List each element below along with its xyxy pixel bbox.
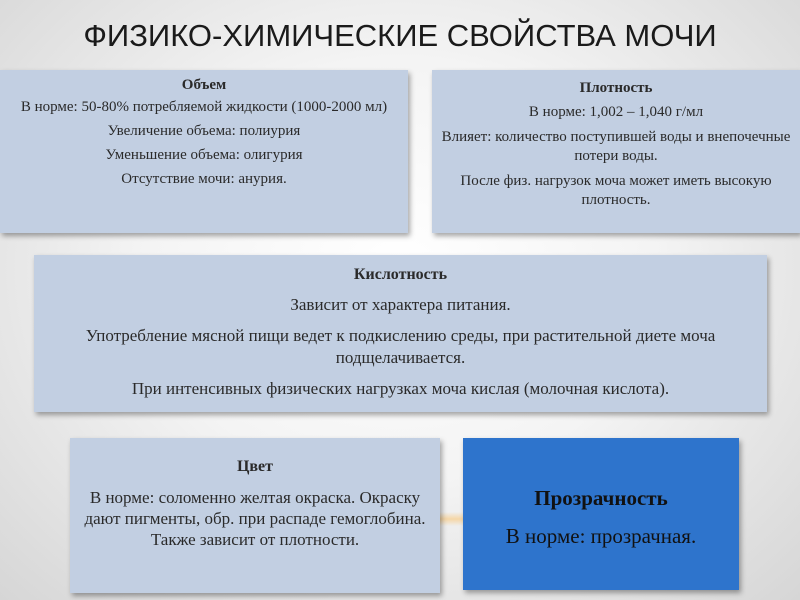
clarity-box [463,438,739,590]
density-box [432,70,800,233]
acidity-line-food: Употребление мясной пищи ведет к подкислению среды, при растительной диете моча подщелачивается. [85,326,716,367]
volume-box [0,70,408,233]
acidity-heading: Кислотность [353,266,448,283]
color-text: В норме: соломенно желтая окраска. Окраску дают пигменты, обр. при распаде гемоглобина. Также зависит от плотности. [84,488,426,549]
volume-line-decrease: Уменьшение объема: олигурия [105,147,303,163]
volume-line-absence: Отсутствие мочи: анурия. [121,171,287,187]
acidity-line-exercise: При интенсивных физических нагрузках моча кислая (молочная кислота). [131,379,670,398]
volume-line-increase: Увеличение объема: полиурия [107,123,301,139]
acidity-line-diet: Зависит от характера питания. [290,295,511,314]
color-heading: Цвет [236,458,274,475]
volume-heading: Объем [181,77,227,93]
color-box [70,438,440,593]
volume-line-norm: В норме: 50-80% потребляемой жидкости (1000-2000 мл) [20,99,388,115]
density-heading: Плотность [579,80,653,96]
clarity-heading: Прозрачность [534,486,668,510]
density-line-exercise: После физ. нагрузок моча может иметь высокую плотность. [460,173,772,208]
density-line-norm: В норме: 1,002 – 1,040 г/мл [528,104,704,120]
clarity-text: В норме: прозрачная. [505,524,697,548]
slide-title: ФИЗИКО-ХИМИЧЕСКИЕ СВОЙСТВА МОЧИ [83,18,717,53]
acidity-box [34,255,767,412]
density-line-influence: Влияет: количество поступившей воды и внепочечные потери воды. [441,129,791,164]
connector-line [440,512,463,526]
